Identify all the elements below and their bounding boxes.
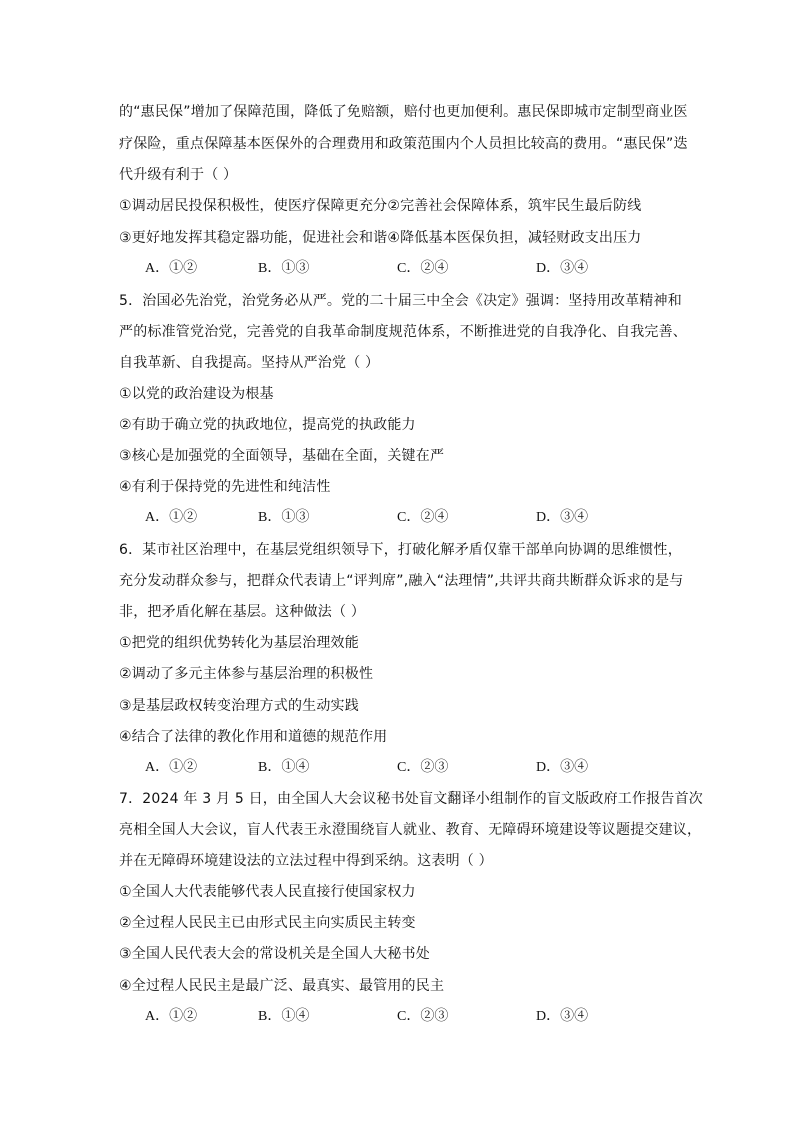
q7-stem-line-1: 7．2024 年 3 月 5 日，由全国人大会议秘书处盲文翻译小组制作的盲文版政府工作报告首次 — [119, 791, 703, 807]
q5-stem-line-1: 5．治国必先治党，治党务必从严。党的二十届三中全会《决定》强调：坚持用改革精神和 — [119, 293, 682, 309]
q6-statement-4: ④结合了法律的教化作用和道德的规范作用 — [119, 729, 388, 745]
q6-stem-line-3: 非，把矛盾化解在基层。这种做法（ ） — [119, 604, 366, 620]
q6-option-b: B．①④ — [258, 760, 310, 775]
q5-stem-line-2: 严的标准管党治党，完善党的自我革命制度规范体系，不断推进党的自我净化、自我完善、 — [119, 324, 687, 340]
q5-option-a: A．①② — [145, 510, 198, 525]
q5-option-d: D．③④ — [536, 510, 589, 525]
q6-statement-2: ②调动了多元主体参与基层治理的积极性 — [119, 666, 374, 682]
q5-option-c: C．②④ — [397, 510, 449, 525]
q4-option-b: B．①③ — [258, 261, 310, 276]
q7-option-a: A．①② — [145, 1009, 198, 1024]
q4-option-a: A．①② — [145, 261, 198, 276]
q6-statement-1: ①把党的组织优势转化为基层治理效能 — [119, 635, 359, 651]
q4-option-d: D．③④ — [536, 261, 589, 276]
q6-stem-line-2: 充分发动群众参与，把群众代表请上“评判席”,融入“法理情”,共评共商共断群众诉求的是与 — [119, 573, 684, 589]
q7-option-b: B．①④ — [258, 1009, 310, 1024]
q4-stem-line-2: 疗保险，重点保障基本医保外的合理费用和政策范围内个人员担比较高的费用。“惠民保”迭 — [119, 136, 688, 152]
q5-statement-4: ④有利于保持党的先进性和纯洁性 — [119, 479, 331, 495]
q5-statement-2: ②有助于确立党的执政地位，提高党的执政能力 — [119, 417, 416, 433]
q5-stem-line-3: 自我革新、自我提高。坚持从严治党（ ） — [119, 355, 380, 371]
q5-statement-3: ③核心是加强党的全面领导，基础在全面，关键在严 — [119, 448, 445, 464]
q7-statement-2: ②全过程人民民主已由形式民主向实质民主转变 — [119, 915, 416, 931]
q7-stem-line-2: 亮相全国人大会议，盲人代表王永澄围绕盲人就业、教育、无障碍环境建设等议题提交建议， — [119, 822, 702, 838]
q4-statement-1: ①调动居民投保积极性，使医疗保障更充分②完善社会保障体系，筑牢民生最后防线 — [119, 198, 642, 214]
q7-statement-4: ④全过程人民民主是最广泛、最真实、最管用的民主 — [119, 978, 445, 994]
q7-statement-3: ③全国人民代表大会的常设机关是全国人大秘书处 — [119, 946, 430, 962]
q4-statement-2: ③更好地发挥其稳定器功能，促进社会和谐④降低基本医保负担，减轻财政支出压力 — [119, 230, 642, 246]
q5-statement-1: ①以党的政治建设为根基 — [119, 386, 274, 402]
q6-stem-line-1: 6．某市社区治理中，在基层党组织领导下，打破化解矛盾仅靠干部单向协调的思维惯性， — [119, 542, 682, 558]
q7-stem-line-3: 并在无障碍环境建设法的立法过程中得到采纳。这表明（ ） — [119, 853, 493, 869]
q7-option-d: D．③④ — [536, 1009, 589, 1024]
q4-stem-line-1: 的“惠民保”增加了保障范围，降低了免赔额，赔付也更加便利。惠民保即城市定制型商业医 — [119, 104, 688, 120]
q7-statement-1: ①全国人大代表能够代表人民直接行使国家权力 — [119, 884, 416, 900]
q6-statement-3: ③是基层政权转变治理方式的生动实践 — [119, 698, 359, 714]
q6-option-d: D．③④ — [536, 760, 589, 775]
q4-option-c: C．②④ — [397, 261, 449, 276]
q6-option-a: A．①② — [145, 760, 198, 775]
q6-option-c: C．②③ — [397, 760, 449, 775]
q4-stem-line-3: 代升级有利于（ ） — [119, 167, 238, 183]
q7-option-c: C．②③ — [397, 1009, 449, 1024]
q5-option-b: B．①③ — [258, 510, 310, 525]
